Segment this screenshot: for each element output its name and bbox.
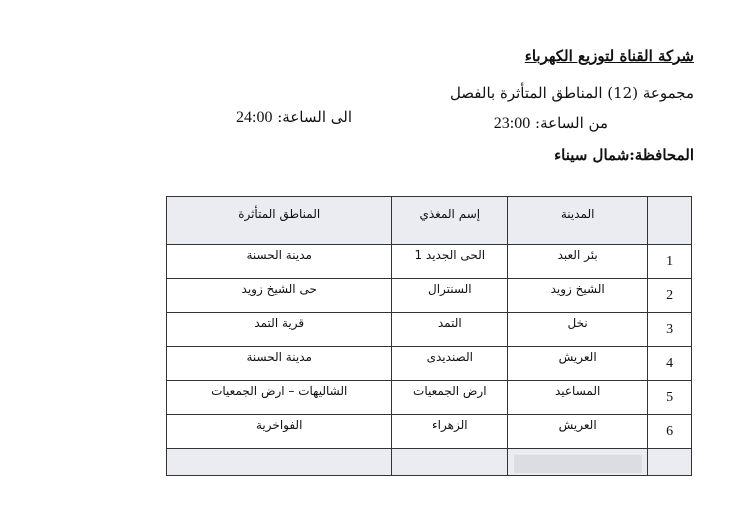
row-city: العريش xyxy=(508,347,648,381)
header-areas: المناطق المتأثرة xyxy=(167,197,392,245)
header-city: المدينة xyxy=(508,197,648,245)
header-feeder: إسم المغذي xyxy=(392,197,508,245)
row-areas: مدينة الحسنة xyxy=(167,347,392,381)
table-row xyxy=(167,245,692,279)
redacted-block xyxy=(514,455,642,473)
table-row xyxy=(167,279,692,313)
row-feeder: الزهراء xyxy=(392,415,508,449)
row-feeder: الحى الجديد 1 xyxy=(392,245,508,279)
footer-cell xyxy=(648,449,692,476)
table-row xyxy=(167,347,692,381)
row-city: الشيخ زويد xyxy=(508,279,648,313)
from-time: 23:00 xyxy=(493,115,531,132)
row-areas: الفواخرية xyxy=(167,415,392,449)
outage-table xyxy=(166,196,692,476)
row-number: 5 xyxy=(648,381,692,415)
row-feeder: السنترال xyxy=(392,279,508,313)
company-title: شركة القناة لتوزيع الكهرباء xyxy=(524,47,694,65)
table-footer-row xyxy=(167,449,692,476)
row-city: المساعيد xyxy=(508,381,648,415)
row-number: 3 xyxy=(648,313,692,347)
to-label: الى الساعة: xyxy=(277,108,352,126)
row-city: نخل xyxy=(508,313,648,347)
table-row xyxy=(167,313,692,347)
group-label: مجموعة (12) المناطق المتأثرة بالفصل xyxy=(449,84,694,102)
row-areas: الشاليهات – ارض الجمعيات xyxy=(167,381,392,415)
row-city: العريش xyxy=(508,415,648,449)
table-header-row xyxy=(167,197,692,245)
table-row xyxy=(167,381,692,415)
row-areas: قرية التمد xyxy=(167,313,392,347)
footer-cell xyxy=(392,449,508,476)
time-from xyxy=(494,114,608,133)
footer-cell xyxy=(167,449,392,476)
row-number: 4 xyxy=(648,347,692,381)
row-areas: حى الشيخ زويد xyxy=(167,279,392,313)
row-feeder: التمد xyxy=(392,313,508,347)
row-areas: مدينة الحسنة xyxy=(167,245,392,279)
time-to xyxy=(236,108,352,127)
row-number: 1 xyxy=(648,245,692,279)
table-row xyxy=(167,415,692,449)
row-city: بئر العبد xyxy=(508,245,648,279)
row-feeder: ارض الجمعيات xyxy=(392,381,508,415)
governorate-label: المحافظة:شمال سيناء xyxy=(554,146,694,164)
to-time: 24:00 xyxy=(236,109,273,126)
footer-cell xyxy=(508,449,648,476)
header-number xyxy=(648,197,692,245)
from-label: من الساعة: xyxy=(535,114,608,132)
row-number: 6 xyxy=(648,415,692,449)
row-feeder: الصنديدى xyxy=(392,347,508,381)
row-number: 2 xyxy=(648,279,692,313)
